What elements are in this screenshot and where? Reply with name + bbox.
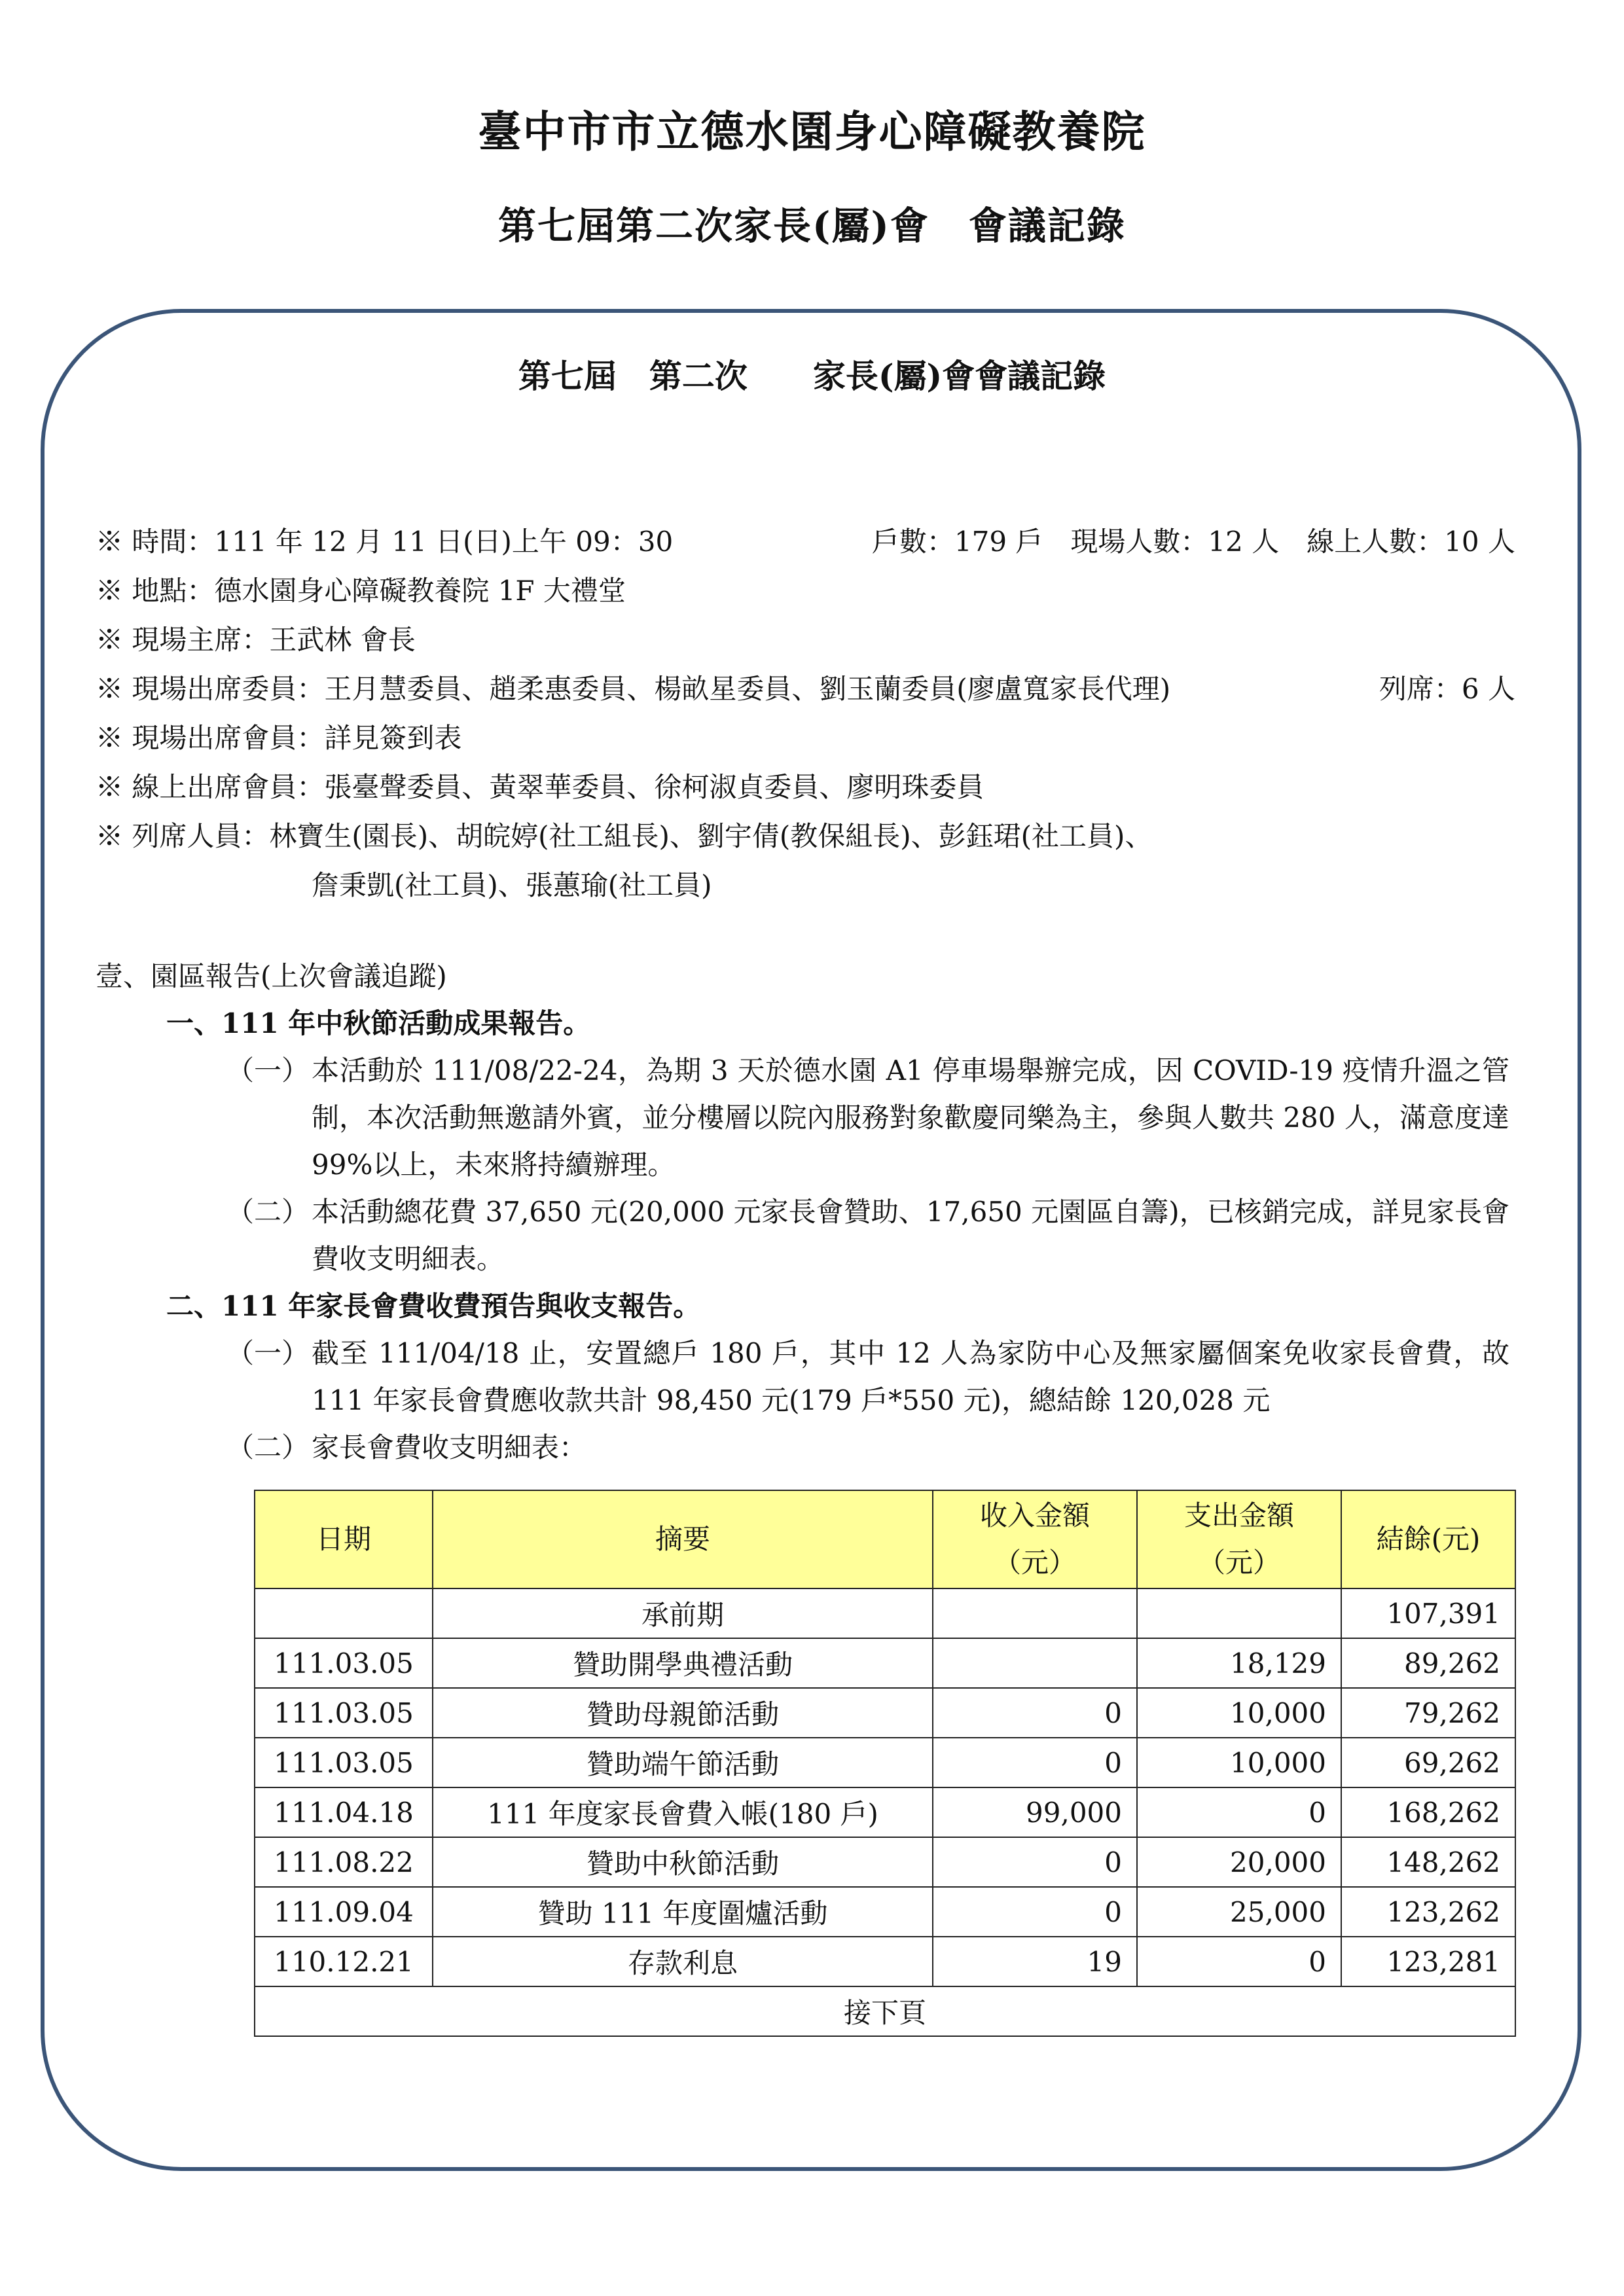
table-row [255, 1688, 1515, 1738]
heading-mid-autumn: 一、111 年中秋節活動成果報告。 [166, 1007, 591, 1039]
header-summary: 摘要 [433, 1490, 933, 1588]
cell-summary: 贊助中秋節活動 [433, 1837, 933, 1887]
attendance-stats-line2: 列席：6 人 [1379, 673, 1515, 705]
cell-income: 19 [933, 1937, 1137, 1986]
item-number: （二） [226, 1196, 310, 1228]
item-number: （一） [226, 1337, 310, 1369]
cell-balance: 79,262 [1341, 1688, 1515, 1738]
table-row [255, 1837, 1515, 1887]
ledger-header-row [255, 1490, 1515, 1588]
table-row [255, 1937, 1515, 1986]
cell-balance: 69,262 [1341, 1738, 1515, 1787]
section-title: 壹、園區報告(上次會議追蹤) [96, 960, 447, 992]
cell-summary: 存款利息 [433, 1937, 933, 1986]
cell-income [933, 1638, 1137, 1688]
cell-date: 111.09.04 [255, 1887, 433, 1937]
cell-expense: 10,000 [1137, 1688, 1341, 1738]
attendees: ※ 列席人員：林寶生(園長)、胡皖婷(社工組長)、劉宇倩(教保組長)、彭鈺珺(社工員)、 [96, 820, 1153, 852]
header-expense-line1: 支出金額 [1183, 1499, 1294, 1532]
members-present: ※ 現場出席會員：詳見簽到表 [96, 722, 462, 754]
cell-expense: 0 [1137, 1937, 1341, 1986]
item-text: 截至 111/04/18 止，安置總戶 180 戶，其中 12 人為家防中心及無家屬個案免收家長會費，故 111 年家長會費應收款共計 98,450 元(179 戶*550 元)，總結餘 120,028 元 [312, 1337, 1509, 1416]
header-income-line1: 收入金額 [979, 1499, 1090, 1532]
cell-date: 111.03.05 [255, 1688, 433, 1738]
list-item [96, 1424, 1536, 1471]
cell-expense: 0 [1137, 1787, 1341, 1837]
item-text: 家長會費收支明細表： [312, 1431, 587, 1463]
campus-report [96, 953, 1536, 1471]
header-expense [1137, 1490, 1341, 1588]
cell-income [933, 1588, 1137, 1638]
document-title: 第七屆第二次家長(屬)會 會議記錄 [498, 204, 1126, 248]
record-title: 第七屆 第二次 家長(屬)會會議記錄 [518, 357, 1106, 395]
meeting-time: ※ 時間：111 年 12 月 11 日(日)上午 09：30 [96, 526, 674, 558]
meeting-chair: ※ 現場主席：王武林 會長 [96, 624, 416, 656]
table-row [255, 1738, 1515, 1787]
meeting-place: ※ 地點：德水園身心障礙教養院 1F 大禮堂 [96, 575, 626, 607]
cell-date: 111.04.18 [255, 1787, 433, 1837]
cell-expense: 20,000 [1137, 1837, 1341, 1887]
item-text: 本活動於 111/08/22-24，為期 3 天於德水園 A1 停車場舉辦完成，因 COVID-19 疫情升溫之管制，本次活動無邀請外賓，並分樓層以院內服務對象歡慶同樂為主，參與人數共 280 人，滿意度達 99%以上，未來將持續辦理。 [312, 1054, 1509, 1181]
online-members: ※ 線上出席會員：張臺聲委員、黃翠華委員、徐柯淑貞委員、廖明珠委員 [96, 771, 984, 803]
cell-summary: 承前期 [433, 1588, 933, 1638]
cell-date: 111.08.22 [255, 1837, 433, 1887]
cell-expense: 10,000 [1137, 1738, 1341, 1787]
header-income [933, 1490, 1137, 1588]
item-number: （二） [226, 1431, 310, 1463]
cell-date: 110.12.21 [255, 1937, 433, 1986]
list-item [96, 1047, 1536, 1189]
cell-income: 0 [933, 1688, 1137, 1738]
table-row [255, 1787, 1515, 1837]
cell-income: 0 [933, 1887, 1137, 1937]
committee-present: ※ 現場出席委員：王月慧委員、趙柔惠委員、楊畝星委員、劉玉蘭委員(廖盧寬家長代理) [96, 673, 1171, 705]
table-row [255, 1887, 1515, 1937]
cell-income: 99,000 [933, 1787, 1137, 1837]
cell-date: 111.03.05 [255, 1738, 433, 1787]
cell-date: 111.03.05 [255, 1638, 433, 1688]
ledger-table [254, 1490, 1516, 2037]
cell-summary: 贊助母親節活動 [433, 1688, 933, 1738]
list-item [96, 1330, 1536, 1424]
header-expense-line2: （元） [1197, 1547, 1280, 1579]
table-row [255, 1638, 1515, 1688]
item-number: （一） [226, 1054, 310, 1086]
ledger-footer-row [255, 1986, 1515, 2036]
cell-summary: 111 年度家長會費入帳(180 戶) [433, 1787, 933, 1837]
cell-date [255, 1588, 433, 1638]
cell-balance: 123,281 [1341, 1937, 1515, 1986]
cell-balance: 148,262 [1341, 1837, 1515, 1887]
cell-expense: 25,000 [1137, 1887, 1341, 1937]
header-date: 日期 [255, 1490, 433, 1588]
heading-fee-report: 二、111 年家長會費收費預告與收支報告。 [166, 1290, 701, 1322]
cell-summary: 贊助端午節活動 [433, 1738, 933, 1787]
item-text: 本活動總花費 37,650 元(20,000 元家長會贊助、17,650 元園區自籌)，已核銷完成，詳見家長會費收支明細表。 [312, 1196, 1509, 1275]
cell-expense: 18,129 [1137, 1638, 1341, 1688]
cell-expense [1137, 1588, 1341, 1638]
cell-summary: 贊助開學典禮活動 [433, 1638, 933, 1688]
cell-balance: 123,262 [1341, 1887, 1515, 1937]
org-title: 臺中市市立德水園身心障礙教養院 [478, 106, 1146, 157]
attendees-continued: 詹秉凱(社工員)、張蕙瑜(社工員) [312, 869, 712, 901]
attendance-stats-line1: 戶數：179 戶 現場人數：12 人 線上人數：10 人 [871, 526, 1515, 558]
cell-summary: 贊助 111 年度圍爐活動 [433, 1887, 933, 1937]
cell-balance: 168,262 [1341, 1787, 1515, 1837]
header-income-line2: （元） [993, 1547, 1076, 1579]
cell-income: 0 [933, 1837, 1137, 1887]
table-row [255, 1588, 1515, 1638]
cell-balance: 107,391 [1341, 1588, 1515, 1638]
header-balance: 結餘(元) [1341, 1490, 1515, 1588]
cell-balance: 89,262 [1341, 1638, 1515, 1688]
continued-next-page: 接下頁 [255, 1986, 1515, 2036]
meeting-info [96, 517, 1536, 910]
list-item [96, 1189, 1536, 1283]
cell-income: 0 [933, 1738, 1137, 1787]
